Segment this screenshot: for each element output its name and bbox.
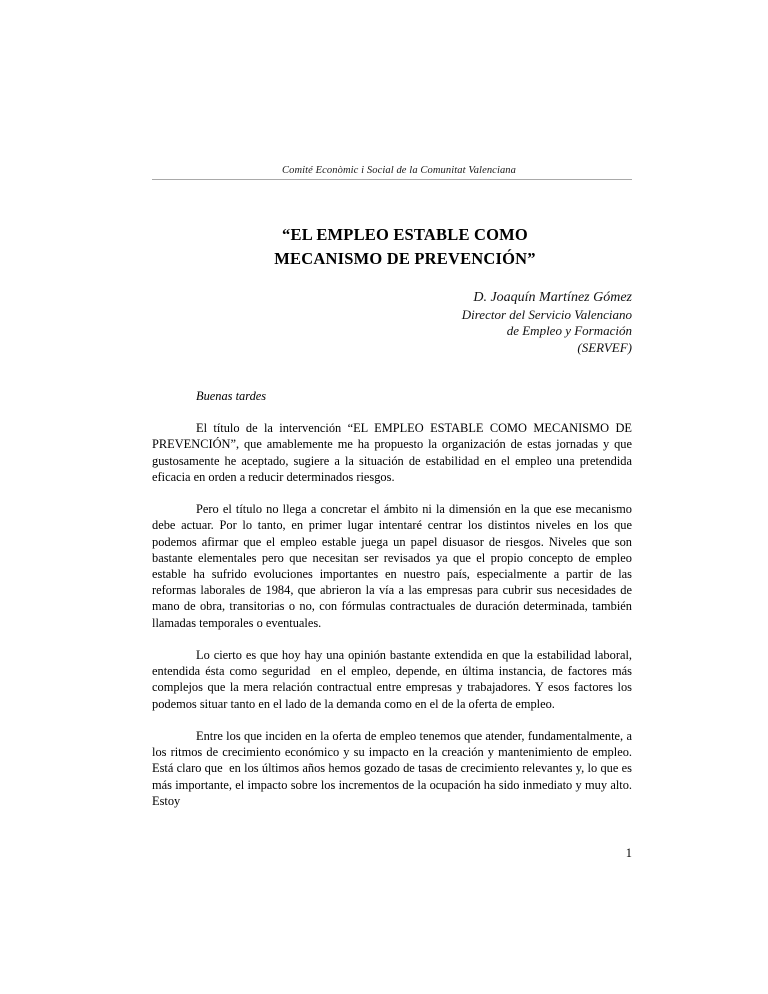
author-role-line-2: de Empleo y Formación bbox=[506, 323, 632, 338]
author-role-line-1: Director del Servicio Valenciano bbox=[461, 306, 632, 322]
page-number: 1 bbox=[625, 846, 632, 860]
author-organization: (SERVEF) bbox=[577, 339, 632, 355]
page-title bbox=[152, 223, 632, 271]
header-rule-divider bbox=[152, 179, 632, 180]
author-name: D. Joaquín Martínez Gómez bbox=[473, 290, 632, 305]
page-title-line-2: MECANISMO DE PREVENCIÓN” bbox=[274, 249, 536, 269]
body-paragraph: El título de la intervención “EL EMPLEO ESTABLE COMO MECANISMO DE PREVENCIÓN”, que amablemente me ha propuesto la organización de estas jornadas y que gustosamente he aceptado, sugiere a la situación de estabilidad en el empleo una pretendida eficacia en orden a reducir determinados riesgos. bbox=[152, 421, 636, 484]
greeting-line: Buenas tardes bbox=[196, 389, 267, 403]
running-header-text: Comité Econòmic i Social de la Comunitat Valenciana bbox=[281, 165, 517, 176]
byline-block bbox=[152, 290, 632, 356]
body-paragraph: Pero el título no llega a concretar el ámbito ni la dimensión en la que ese mecanismo debe actuar. Por lo tanto, en primer lugar intentaré centrar los distintos niveles en los que podemos afirmar que el empleo estable juega un papel disuasor de riesgos. Niveles que son bastante elementales pero que necesitan ser revisados ya que el propio concepto de empleo estable ha sufrido evoluciones importantes en nuestro país, especialmente a partir de las reformas laborales de 1984, que abrieron la vía a las empresas para cubrir sus necesidades de mano de obra, transitorias o no, con fórmulas contractuales de duración determinada, también llamadas temporales o eventuales. bbox=[152, 502, 636, 630]
body-text bbox=[152, 388, 636, 809]
page-title-line-1: “EL EMPLEO ESTABLE COMO bbox=[282, 225, 528, 245]
running-header bbox=[152, 164, 632, 180]
body-paragraph: Entre los que inciden en la oferta de empleo tenemos que atender, fundamentalmente, a los ritmos de crecimiento económico y su impacto en la creación y mantenimiento de empleo. Está claro que en los últimos años hemos gozado de tasas de crecimiento relevantes y, lo que es más importante, el impacto sobre los incrementos de la ocupación ha sido inmediato y muy alto. Estoy bbox=[152, 729, 636, 808]
body-paragraph: Lo cierto es que hoy hay una opinión bastante extendida en que la estabilidad laboral, entendida ésta como seguridad en el empleo, depende, en última instancia, de factores más complejos que la mera relación contractual entre empresas y trabajadores. Y esos factores los podemos situar tanto en el lado de la demanda como en el de la oferta de empleo. bbox=[152, 648, 636, 711]
